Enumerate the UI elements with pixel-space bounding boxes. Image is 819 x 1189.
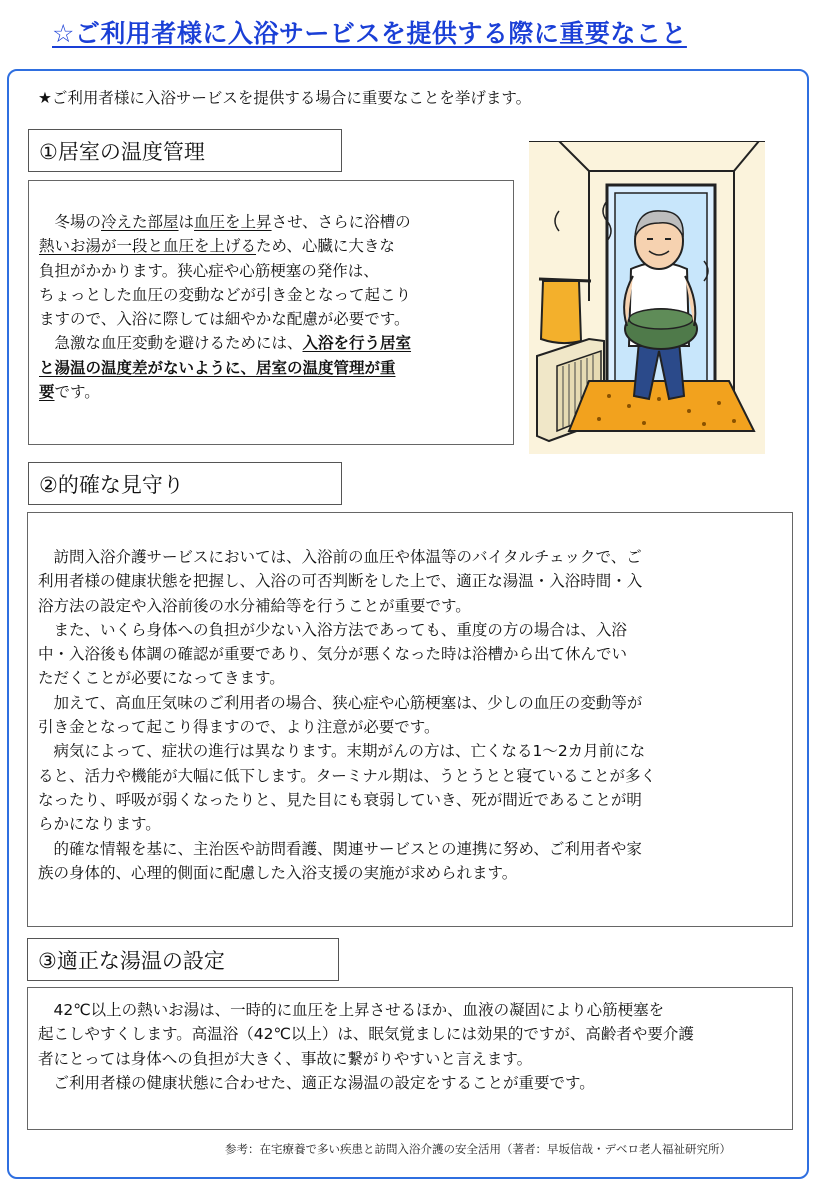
section-heading-monitoring: ②的確な見守り xyxy=(28,462,342,505)
text-line: らかになります。 xyxy=(38,815,161,834)
bathroom-illustration xyxy=(529,141,765,454)
text-line: 族の身体的、心理的側面に配慮した入浴支援の実施が求められます。 xyxy=(38,863,518,882)
text-line: 負担がかかります。狭心症や心筋梗塞の発作は、 xyxy=(39,261,379,280)
intro-text: ★ご利用者様に入浴サービスを提供する場合に重要なことを挙げます。 xyxy=(38,89,532,107)
section-heading-water-temperature: ③適正な湯温の設定 xyxy=(27,938,339,981)
text-line: 急激な血圧変動を避けるためには、入浴を行う居室 xyxy=(39,334,412,353)
section-body-monitoring xyxy=(27,512,793,927)
text-line: ちょっとした血圧の変動などが引き金となって起こり xyxy=(39,285,412,304)
text-line: 浴方法の設定や入浴前後の水分補給等を行うことが重要です。 xyxy=(38,596,471,615)
text-line: と湯温の温度差がないように、居室の温度管理が重 xyxy=(39,358,396,377)
text-line: また、いくら身体への負担が少ない入浴方法であっても、重度の方の場合は、入浴 xyxy=(38,620,627,639)
text-line: ご利用者様の健康状態に合わせた、適正な湯温の設定をすることが重要です。 xyxy=(38,1073,595,1092)
text-line: なったり、呼吸が弱くなったりと、見た目にも衰弱していき、死が間近であることが明 xyxy=(38,790,642,809)
text-line: 病気によって、症状の進行は異なります。末期がんの方は、亡くなる1～2カ月前にな xyxy=(38,742,646,761)
text-line: ると、活力や機能が大幅に低下します。ターミナル期は、うとうとと寝ていることが多く xyxy=(38,766,656,785)
text-line: ますので、入浴に際しては細やかな配慮が必要です。 xyxy=(39,310,410,329)
text-line: 42℃以上の熱いお湯は、一時的に血圧を上昇させるほか、血液の凝固により心筋梗塞を xyxy=(38,1001,665,1019)
section-body-temperature xyxy=(28,180,514,445)
text-line: 者にとっては身体への負担が大きく、事故に繋がりやすいと言えます。 xyxy=(38,1049,533,1068)
text-line: 利用者様の健康状態を把握し、入浴の可否判断をした上で、適正な湯温・入浴時間・入 xyxy=(38,572,643,591)
reference-note: 参考：在宅療養で多い疾患と訪問入浴介護の安全活用（著者：早坂信哉・デベロ老人福祉研究所） xyxy=(225,1142,731,1156)
text-line: 中・入浴後も体調の確認が重要であり、気分が悪くなった時は浴槽から出て休んでい xyxy=(38,645,628,664)
text-line: 訪問入浴介護サービスにおいては、入浴前の血圧や体温等のバイタルチェックで、ご xyxy=(38,548,642,566)
text-line: 起こしやすくします。高温浴（42℃以上）は、眠気覚ましには効果的ですが、高齢者や要介護 xyxy=(38,1025,694,1044)
text-line: 要です。 xyxy=(39,383,100,402)
text-line: 冬場の冷えた部屋は血圧を上昇させ、さらに浴槽の xyxy=(39,213,411,231)
page-title: ☆ご利用者様に入浴サービスを提供する際に重要なこと xyxy=(52,19,687,48)
text-line: 引き金となって起こり得ますので、より注意が必要です。 xyxy=(38,718,440,737)
text-line: 的確な情報を基に、主治医や訪問看護、関連サービスとの連携に努め、ご利用者や家 xyxy=(38,839,642,858)
section-heading-temperature: ①居室の温度管理 xyxy=(28,129,342,172)
text-line: ただくことが必要になってきます。 xyxy=(38,669,285,688)
text-line: 加えて、高血圧気味のご利用者の場合、狭心症や心筋梗塞は、少しの血圧の変動等が xyxy=(38,693,643,712)
text-line: 熱いお湯が一段と血圧を上げるため、心臓に大きな xyxy=(39,237,395,256)
section-body-water-temperature xyxy=(27,987,793,1130)
